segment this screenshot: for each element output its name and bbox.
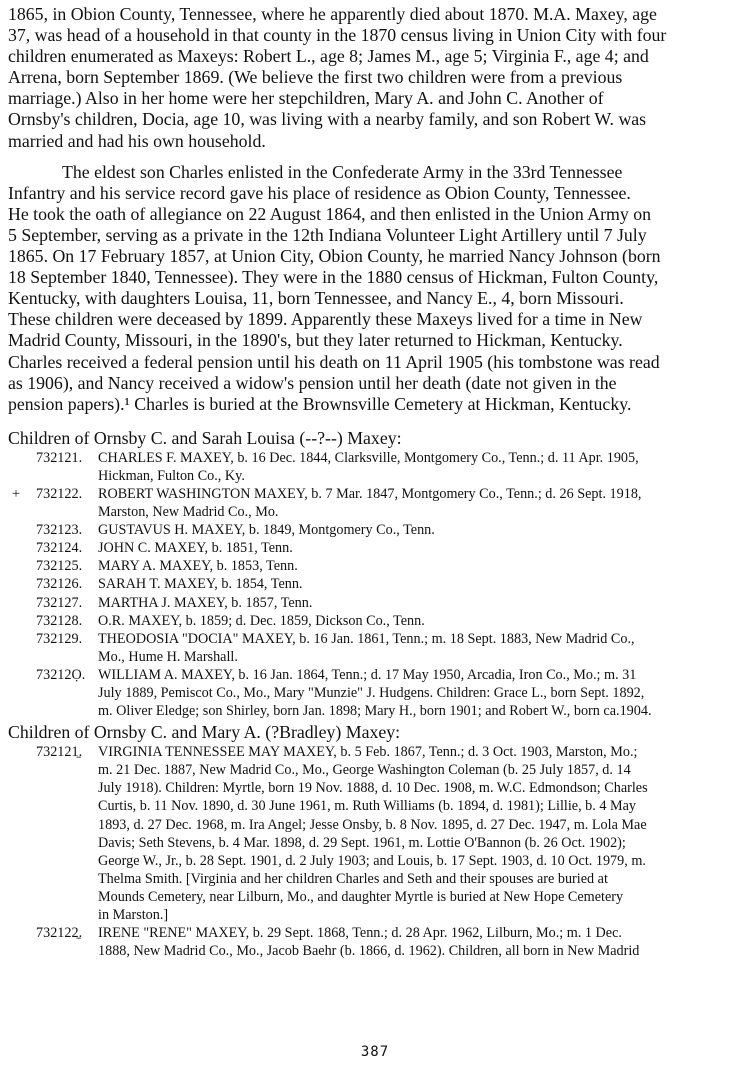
genealogy-entry [8,485,740,521]
genealogy-entry [8,666,740,720]
entry-text: IRENE "RENE" MAXEY, b. 29 Sept. 1868, Tenn.; d. 28 Apr. 1962, Lilburn, Mo.; m. 1 Dec. 1888, New Madrid Co., Mo., Jacob Baehr (b. 1866, d. 1962). Children, all born in New Madrid [98,925,640,960]
entry-text: O.R. MAXEY, b. 1859; d. Dec. 1859, Dickson Co., Tenn. [98,612,425,629]
continuation-marker [8,575,20,593]
entry-text: ROBERT WASHINGTON MAXEY, b. 7 Mar. 1847, Montgomery Co., Tenn.; d. 26 Sept. 1918, Marston, New Madrid Co., Mo. [98,485,642,521]
children-section [8,722,740,960]
entry-text: THEODOSIA "DOCIA" MAXEY, b. 16 Jan. 1861, Tenn.; m. 18 Sept. 1883, New Madrid Co., Mo., Hume H. Marshall. [98,630,635,665]
entry-number: 732122̱. [36,925,83,942]
entry-number: 73212Ọ. [36,666,86,683]
entry-list [8,449,740,720]
genealogy-entry [8,612,740,630]
entry-text: GUSTAVUS H. MAXEY, b. 1849, Montgomery Co., Tenn. [98,522,435,539]
continuation-marker: + [11,485,20,502]
continuation-marker [8,449,20,485]
entry-text: VIRGINIA TENNESSEE MAY MAXEY, b. 5 Feb. 1867, Tenn.; d. 3 Oct. 1903, Marston, Mo.; m. 21 Dec. 1887, New Madrid Co., Mo., George Washington Coleman (b. 25 July 1857, d. 14 July 1918). Children: Myrtle, born 19 Nov. 1888, d. 10 Dec. 1908, m. W.C. Edmondson; Charles Curtis, b. 11 Nov. 1890, d. 30 June 1961, m. Ruth Williams (b. 1894, d. 1981); Lillie, b. 4 May 1893, d. 27 Dec. 1968, m. Ira Angel; Jesse Onsby, b. 8 Nov. 1895, d. 27 Dec. 1947, m. Lola Mae Davis; Seth Stevens, b. 4 Mar. 1898, d. 29 Sept. 1961, m. Lottie O'Bannon (b. 26 Oct. 1902); George W., Jr., b. 28 Sept. 1901, d. 2 July 1903; and Louis, b. 17 Sept. 1903, d. 10 Oct. 1979, m. Thelma Smith. [Virginia and her children Charles and Seth and their spouses are buried at Mounds Cemetery, near Lilburn, Mo., and daughter Myrtle is buried at New Hope Cemetery in Marston.] [98,744,648,924]
genealogy-entry [8,594,740,612]
continuation-marker [8,630,20,666]
continuation-marker [8,743,20,924]
genealogy-entry [8,449,740,485]
genealogy-entry [8,557,740,575]
body-paragraph: The eldest son Charles enlisted in the Confederate Army in the 33rd Tennessee Infantry and his service record gave his place of residence as Obion County, Tennessee. He took the oath of allegiance on 22 August 1864, and then enlisted in the Union Army on 5 September, serving as a private in the 12th Indiana Volunteer Light Artillery until 7 July 1865. On 17 February 1857, at Union City, Obion County, he married Nancy Johnson (born 18 September 1840, Tennessee). They were in the 1880 census of Hickman, Fulton County, Kentucky, with daughters Louisa, 11, born Tennessee, and Nancy E., 4, born Missouri. These children were deceased by 1899. Apparently these Maxeys lived for a time in New Madrid County, Missouri, in the 1890's, but they later returned to Hickman, Kentucky. Charles received a federal pension until his death on 11 April 1905 (his tombstone was read as 1906), and Nancy received a widow's pension until her death (date not given in the pension papers).¹ Charles is buried at the Brownsville Cemetery at Hickman, Kentucky. [8,161,661,414]
genealogy-entry [8,630,740,666]
entry-text: SARAH T. MAXEY, b. 1854, Tenn. [98,576,303,593]
section-heading: Children of Ornsby C. and Mary A. (?Bradley) Maxey: [8,722,401,743]
entry-text: MARY A. MAXEY, b. 1853, Tenn. [98,558,298,575]
continuation-marker [8,557,20,575]
continuation-marker [8,521,20,539]
entry-number: 732129. [36,630,83,647]
continuation-marker [8,666,20,720]
entry-number: 732121̱. [36,744,83,761]
genealogy-entry [8,521,740,539]
entry-number: 732123. [36,522,83,539]
entry-number: 732127. [36,594,83,611]
entry-number: 732126. [36,576,83,593]
entry-number: 732122. [36,485,83,502]
genealogy-entry [8,924,740,960]
page-number: 387 [360,1044,390,1060]
entry-number: 732121. [36,449,83,466]
continuation-marker [8,612,20,630]
entry-number: 732128. [36,612,83,629]
continuation-marker [8,539,20,557]
entry-text: CHARLES F. MAXEY, b. 16 Dec. 1844, Clarksville, Montgomery Co., Tenn.; d. 11 Apr. 1905, Hickman, Fulton Co., Ky. [98,449,639,484]
genealogy-entry [8,743,740,924]
entry-number: 732124. [36,540,83,557]
children-section [8,428,740,720]
continuation-marker [8,594,20,612]
genealogy-entry [8,539,740,557]
genealogy-entry [8,575,740,593]
entry-text: JOHN C. MAXEY, b. 1851, Tenn. [98,540,293,557]
section-heading: Children of Ornsby C. and Sarah Louisa (--?--) Maxey: [8,427,402,448]
entry-text: MARTHA J. MAXEY, b. 1857, Tenn. [98,594,313,611]
body-paragraph: 1865, in Obion County, Tennessee, where he apparently died about 1870. M.A. Maxey, age 37, was head of a household in that county in the 1870 census living in Union City with four children enumerated as Maxeys: Robert L., age 8; James M., age 5; Virginia F., age 4; and Arrena, born September 1869. (We believe the first two children were from a previous marriage.) Also in her home were her stepchildren, Mary A. and John C. Another of Ornsby's children, Docia, age 10, was living with a nearby family, and son Robert W. was married and had his own household. [8,4,667,151]
entry-number: 732125. [36,558,83,575]
entry-list [8,743,740,960]
document-page [8,4,740,960]
continuation-marker [8,924,20,960]
entry-text: WILLIAM A. MAXEY, b. 16 Jan. 1864, Tenn.; d. 17 May 1950, Arcadia, Iron Co., Mo.; m. 31 July 1889, Pemiscot Co., Mo., Mary "Munzie" J. Hudgens. Children: Grace L., born Sept. 1892, m. Oliver Eledge; son Shirley, born Jan. 1898; Mary H., born 1901; and Robert W., born ca.1904. [98,666,652,720]
